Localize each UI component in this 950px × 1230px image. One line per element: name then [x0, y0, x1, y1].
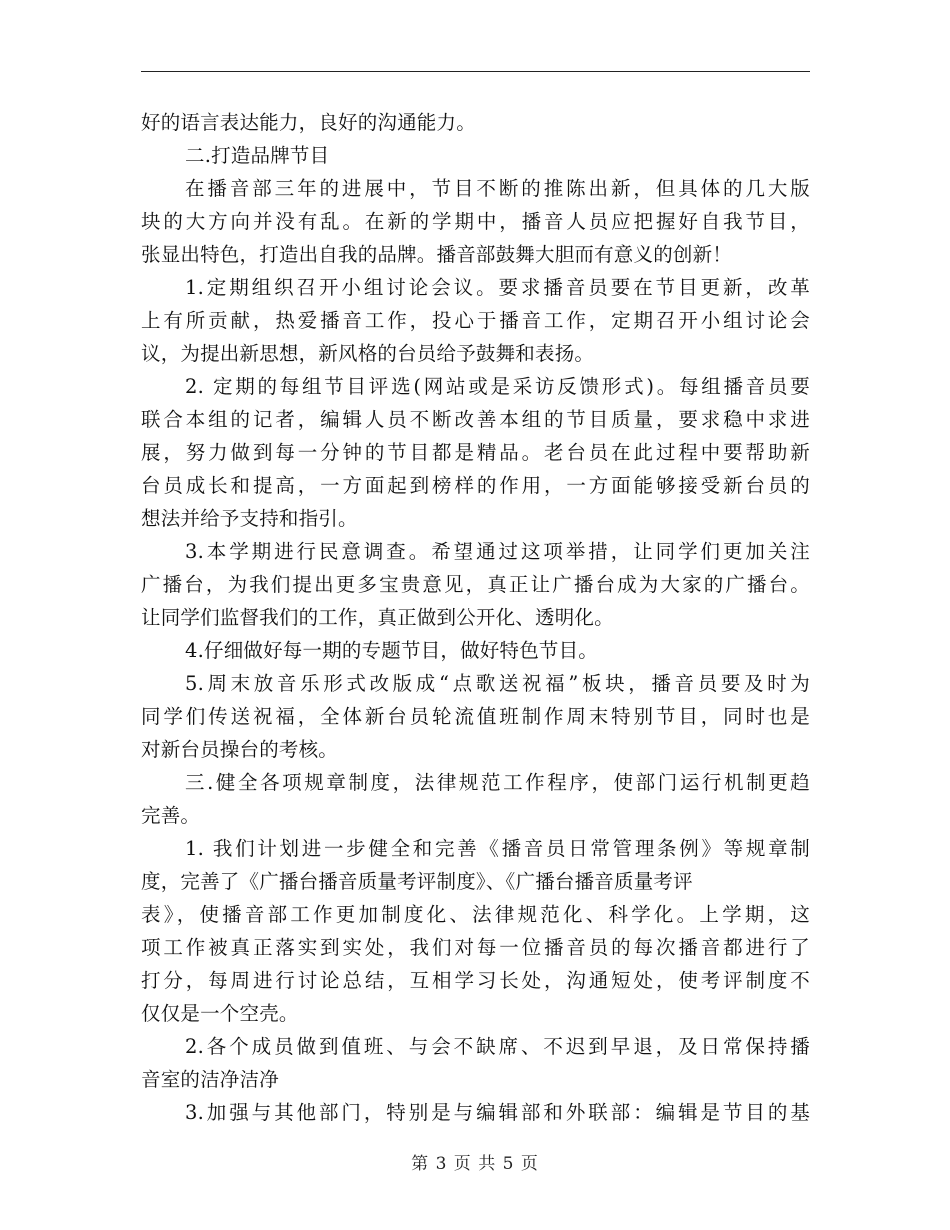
text-line: 1. 我们计划进一步健全和完善《播音员日常管理条例》等规章制 [185, 837, 810, 860]
text-line: 联合本组的记者，编辑人员不断改善本组的节目质量，要求稳中求进 [141, 408, 810, 431]
text-line: 二.打造品牌节目 [185, 144, 330, 167]
text-line: 广播台，为我们提出更多宝贵意见，真正让广播台成为大家的广播台。 [141, 573, 810, 596]
text-line: 上有所贡献，热爱播音工作，投心于播音工作，定期召开小组讨论会 [141, 309, 810, 332]
text-line: 5.周末放音乐形式改版成“点歌送祝福”板块，播音员要及时为 [185, 672, 810, 695]
text-line: 同学们传送祝福，全体新台员轮流值班制作周末特别节目，同时也是 [141, 705, 810, 728]
text-line: 项工作被真正落实到实处，我们对每一位播音员的每次播音都进行了 [141, 936, 810, 959]
text-line: 完善。 [141, 804, 201, 827]
text-line: 3.加强与其他部门，特别是与编辑部和外联部：编辑是节目的基 [185, 1101, 810, 1124]
text-line: 2. 定期的每组节目评选(网站或是采访反馈形式)。每组播音员要 [185, 375, 810, 398]
text-line: 台员成长和提高，一方面起到榜样的作用，一方面能够接受新台员的 [141, 474, 810, 497]
text-line: 议，为提出新思想，新风格的台员给予鼓舞和表扬。 [141, 342, 595, 365]
document-body [141, 106, 810, 1129]
text-line: 仅仅是一个空壳。 [141, 1002, 299, 1025]
text-line: 4.仔细做好每一期的专题节目，做好特色节目。 [185, 639, 599, 662]
header-rule [141, 71, 810, 72]
text-line: 在播音部三年的进展中，节目不断的推陈出新，但具体的几大版 [185, 177, 810, 200]
text-line: 对新台员操台的考核。 [141, 738, 339, 761]
text-line: 音室的洁净洁净 [141, 1068, 279, 1091]
text-line: 2.各个成员做到值班、与会不缺席、不迟到早退，及日常保持播 [185, 1035, 810, 1058]
text-line: 打分，每周进行讨论总结，互相学习长处，沟通短处，使考评制度不 [141, 969, 810, 992]
text-line: 让同学们监督我们的工作，真正做到公开化、透明化。 [141, 606, 614, 629]
text-line: 三.健全各项规章制度，法律规范工作程序，使部门运行机制更趋 [185, 771, 810, 794]
page-number-footer: 第 3 页 共 5 页 [411, 1154, 539, 1174]
text-line: 表》，使播音部工作更加制度化、法律规范化、科学化。上学期，这 [141, 903, 810, 926]
text-line: 块的大方向并没有乱。在新的学期中，播音人员应把握好自我节目， [141, 210, 810, 233]
text-line: 度，完善了《广播台播音质量考评制度》、《广播台播音质量考评 [141, 870, 693, 893]
text-line: 好的语言表达能力，良好的沟通能力。 [141, 111, 476, 134]
text-line: 3.本学期进行民意调查。希望通过这项举措，让同学们更加关注 [185, 540, 810, 563]
text-line: 1.定期组织召开小组讨论会议。要求播音员要在节目更新，改革 [185, 276, 810, 299]
text-line: 想法并给予支持和指引。 [141, 507, 358, 530]
text-line: 张显出特色，打造出自我的品牌。播音部鼓舞大胆而有意义的创新！ [141, 243, 733, 266]
text-line: 展，努力做到每一分钟的节目都是精品。老台员在此过程中要帮助新 [141, 441, 810, 464]
